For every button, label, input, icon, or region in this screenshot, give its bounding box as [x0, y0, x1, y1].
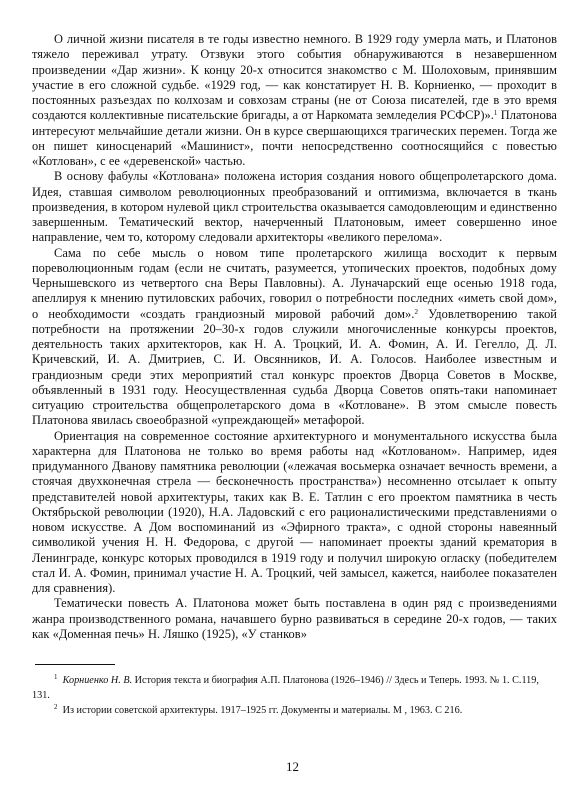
paragraph: Тематически повесть А. Платонова может быть поставлена в один ряд с произведениями жанра производственного романа, начавшего бурно развиваться в середине 20-х годов, — таких как «Доменная печь» Н. Ляшко (1925), «У станков» — [32, 596, 557, 641]
paragraph: О личной жизни писателя в те годы известно немного. В 1929 году умерла мать, и Платонов тяжело переживал утрату. Отзвуки этого события обнаруживаются в незавершенном произведении «Дар жизни». К концу 20-х относится знакомство с М. Шолоховым, принявшим участие в его сложной судьбе. «1929 год, — как констатирует Н. В. Корниенко, — проходит в постоянных разъездах по колхозам и совхозам страны (не от Союза писателей, где в это время создаются коллективные писательские бригады, а от Наркомата земледелия РСФСР)».$^1$ Платонова интересуют мельчайшие детали жизни. Он в курсе свершающихся трагических перемен. Тогда же он пишет киносценарий «Машинист», почти непосредственно соотносящийся с повестью «Котлован», с ее «деревенской» частью. — [32, 32, 557, 168]
body-text — [32, 32, 557, 642]
paragraph: Сама по себе мысль о новом типе пролетарского жилища восходит к первым пореволюционным годам (если не считать, разумеется, утопических проектов, подобных дому Чернышевского из четвертого сна Веры Павловны). А. Луначарский еще осенью 1918 года, апеллируя к мнению путиловских рабочих, говорил о потребности последних «иметь свой дом», о необходимости «создать грандиозный мировой рабочий дом».$^2$ Удовлетворению такой потребности на протяжении 20–30-х годов служили многочисленные конкурсы проектов, деятельность таких архитекторов, как Н. А. Троцкий, И. А. Фомин, А. И. Гегелло, Д. Л. Кричевский, И. А. Дмитриев, С. И. Овсянников, И. А. Голосов. Наиболее известным и грандиозным среди этих мероприятий стал конкурс проектов Дворца Советов в Москве, объявленный в 1931 году. Неосуществленная судьба Дворца Советов опять-таки напоминает ситуацию строительства общепролетарского дома в «Котловане». В этом смысле повесть Платонова явилась своеобразной «упреждающей» метафорой. — [32, 245, 557, 428]
footnotes — [32, 673, 557, 718]
footnote: $^1$ Корниенко Н. В. История текста и биография А.П. Платонова (1926–1946) // Здесь и Теперь. 1993. № 1. С.119, 131. — [32, 673, 539, 701]
footnote-ref: 1 — [493, 109, 498, 118]
paragraph: Ориентация на современное состояние архитектурного и монументального искусства была характерна для Платонова не только во время работы над «Котлованом». Например, идея придуманного Дванову памятника революции («лежачая восьмерка означает вечность времени, а стоячая двухконечная стрела — бесконечность пространства») несомненно отсылает к опыту представителей новой архитектуры, таких как В. Е. Татлин с его проектом памятника в честь Октябрьской революции (1920), Н.А. Ладовский с его рационалистическими представлениями о новом искусстве. А Дом воспоминаний из «Эфирного тракта», с одной стороны навеянный символикой учения Н. Н. Федорова, с другой — напоминает проекты зданий крематория в Ленинграде, конкурс которых проводился в 1919 году и получил широкую огласку (победителем стал И. А. Фомин, принимал участие Н. А. Троцкий, чей замысел, кажется, наиболее показателен для сравнения). — [32, 428, 557, 595]
paragraph: В основу фабулы «Котлована» положена история создания нового общепролетарского дома. Идея, ставшая символом революционных преобразований и оптимизма, включается в ткань произведения, в котором нулевой цикл строительства оказывается самодовлеющим и единственно завершенным. Тематический вектор, начерченный Платоновым, имеет совершенно иное направление, чем то, которому следовали архитекторы «великого перелома». — [32, 169, 557, 245]
footnote: $^2$ Из истории советской архитектуры. 1917–1925 гг. Документы и материалы. М , 1963. С 216. — [54, 703, 463, 716]
footnote-ref: 2 — [414, 307, 419, 316]
page-number: 12 — [286, 759, 299, 774]
footnote-divider — [35, 664, 115, 665]
